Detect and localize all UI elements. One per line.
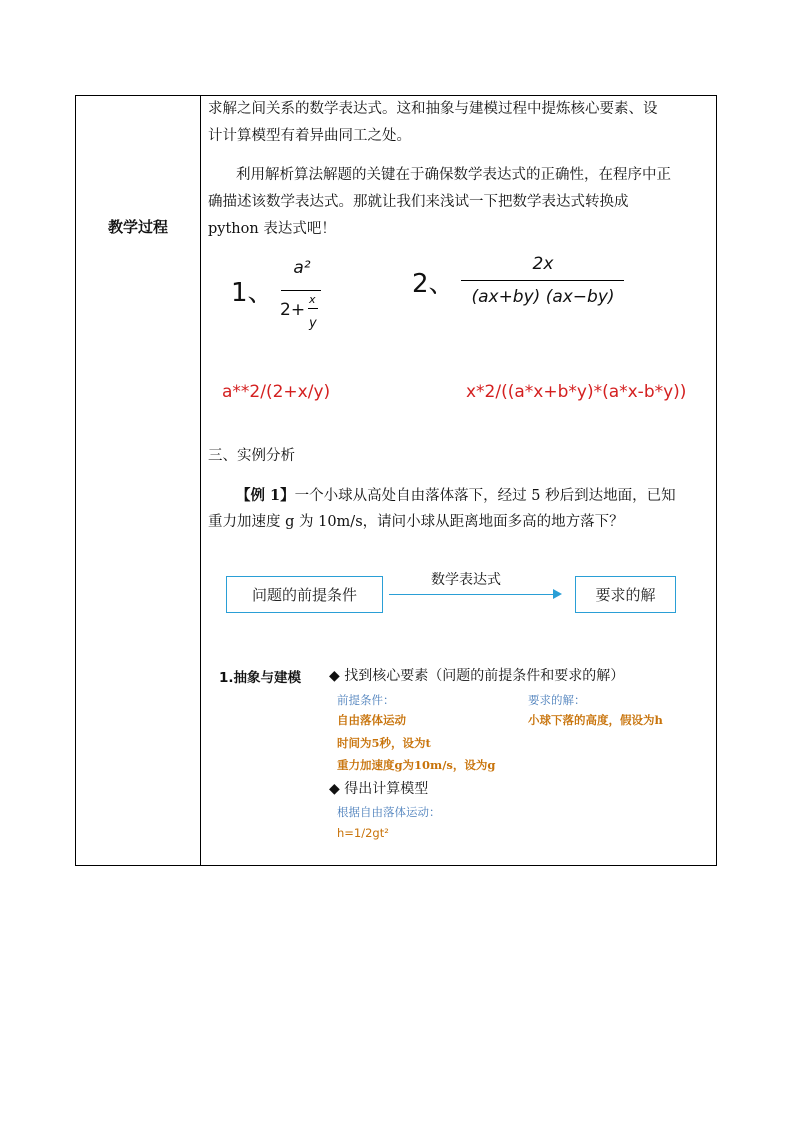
formula-1-fraction-bar	[281, 290, 321, 291]
formula-2-index: 2、	[412, 269, 455, 299]
solution-label: 要求的解：	[528, 693, 586, 707]
premise-item-1: 自由落体运动	[337, 713, 406, 727]
paragraph-2-line-1: 利用解析算法解题的关键在于确保数学表达式的正确性，在程序中正	[236, 167, 671, 183]
step-title: 1.抽象与建模	[219, 670, 302, 686]
paragraph-1-line-1: 求解之间关系的数学表达式。这和抽象与建模过程中提炼核心要素、设	[208, 101, 658, 117]
paragraph-2-line-2: 确描述该数学表达式。那就让我们来浅试一下把数学表达式转换成	[208, 194, 629, 210]
formula-1-index: 1、	[231, 278, 274, 308]
paragraph-2-line-3: python 表达式吧！	[208, 221, 336, 237]
row-label: 教学过程	[107, 218, 168, 236]
example-text-1: 一个小球从高处自由落体落下，经过 5 秒后到达地面，已知	[294, 488, 676, 504]
model-formula: h=1/2gt²	[337, 826, 389, 840]
premise-item-2: 时间为5秒，设为t	[337, 736, 431, 750]
formula-1-python: a**2/(2+x/y)	[222, 382, 331, 402]
formula-2-denominator: (ax+by) (ax−by)	[471, 287, 615, 307]
model-label: 根据自由落体运动：	[337, 805, 441, 819]
flow-left-box: 问题的前提条件	[226, 576, 383, 613]
flow-right-box: 要求的解	[575, 576, 676, 613]
formula-1-numerator: a²	[293, 258, 311, 278]
formula-1-inner-bar	[308, 308, 318, 309]
solution-item-1: 小球下落的高度，假设为h	[528, 713, 663, 727]
formula-2-python: x*2/((a*x+b*y)*(a*x-b*y))	[466, 382, 687, 402]
premise-item-3: 重力加速度g为10m/s，设为g	[337, 758, 496, 772]
formula-2-numerator: 2x	[532, 254, 554, 274]
flow-arrow-label: 数学表达式	[431, 572, 501, 588]
example-line-2: 重力加速度 g 为 10m/s，请问小球从距离地面多高的地方落下？	[208, 514, 624, 530]
example-line-1	[236, 482, 741, 510]
section-heading: 三、实例分析	[208, 448, 295, 464]
bullet-core-elements: ◆ 找到核心要素（问题的前提条件和要求的解）	[329, 668, 625, 684]
premise-label: 前提条件：	[337, 693, 395, 707]
example-label: 【例 1】	[236, 487, 295, 504]
paragraph-1-line-2: 计计算模型有着异曲同工之处。	[208, 128, 411, 144]
flow-arrow-head-icon	[553, 589, 562, 599]
formula-1-inner-numerator: x	[309, 293, 316, 306]
column-divider	[200, 96, 201, 865]
formula-1-denominator-left: 2+	[280, 300, 306, 320]
bullet-compute-model: ◆ 得出计算模型	[329, 781, 429, 797]
formula-2-fraction-bar	[461, 280, 624, 281]
formula-1-inner-denominator: y	[309, 316, 317, 331]
flow-arrow-line	[389, 594, 557, 595]
